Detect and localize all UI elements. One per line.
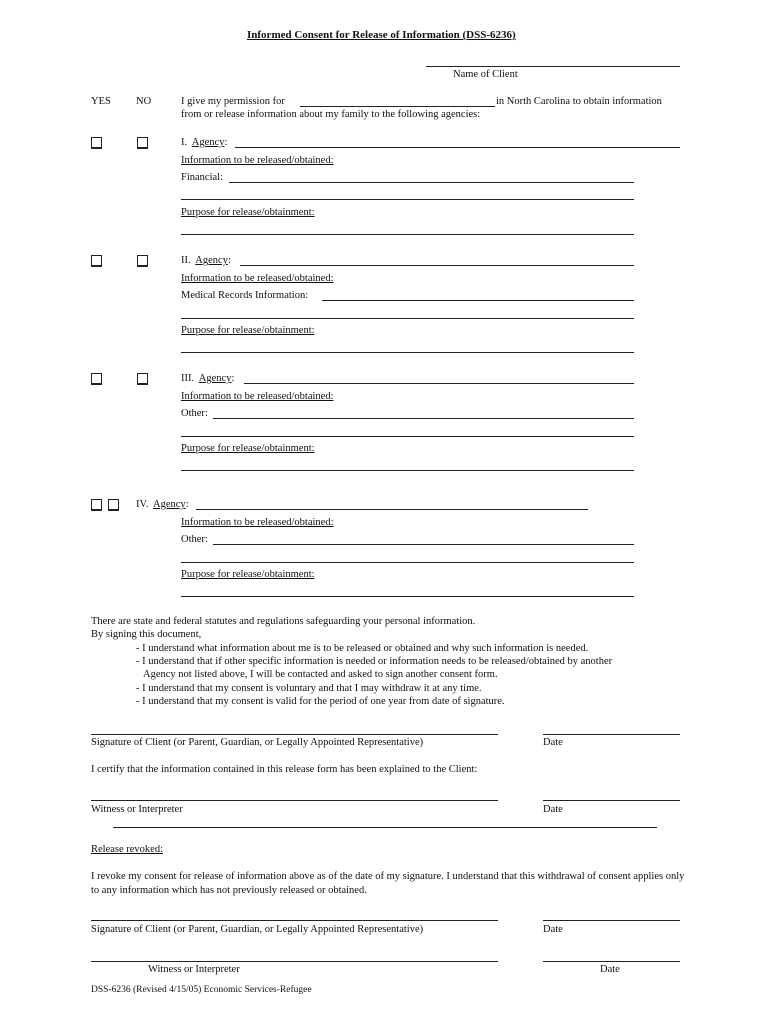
agency-1-detail-field-2[interactable]	[181, 199, 634, 200]
release-revoked-heading: Release revoked:	[91, 844, 164, 855]
agency-3-purpose-label: Purpose for release/obtainment:	[181, 443, 315, 454]
agency-1-name-field[interactable]	[235, 147, 680, 148]
agency-4-numeral: IV.	[136, 499, 149, 510]
witness-date-label: Date	[543, 804, 563, 815]
agency-1-detail-label: Financial:	[181, 172, 223, 183]
agency-2-heading: II. Agency:	[181, 255, 231, 266]
agency-3-name-field[interactable]	[244, 383, 634, 384]
agency-4-detail-label: Other:	[181, 534, 208, 545]
agency-1-numeral: I.	[181, 137, 188, 148]
statement-2: - I understand that if other specific information is needed or information needs to be released/obtained by another	[136, 656, 613, 667]
agency-4-info-label: Information to be released/obtained:	[181, 517, 334, 528]
section-divider	[113, 827, 657, 828]
form-footer-id: DSS-6236 (Revised 4/15/05) Economic Services-Refugee	[91, 985, 312, 995]
statement-4: - I understand that my consent is valid for the period of one year from date of signature.	[136, 696, 505, 707]
agency-2-label: Agency	[195, 255, 228, 266]
revocation-text: I revoke my consent for release of information above as of the date of my signature. I understand that this withdrawal of consent applies only to any information which has not previously released or obtained.	[91, 871, 685, 896]
agency-1-label: Agency	[191, 137, 225, 148]
witness-date-field[interactable]	[543, 800, 680, 801]
agency-4-name-field[interactable]	[196, 509, 588, 510]
yes-column-header: YES	[91, 96, 111, 107]
statutes-line-1: There are state and federal statutes and regulations safeguarding your personal information.	[91, 616, 476, 627]
client-signature-date-label: Date	[543, 737, 563, 748]
agency-2-yes-checkbox[interactable]	[91, 255, 102, 267]
revocation-client-signature-field[interactable]	[91, 920, 498, 921]
agency-3-heading: III. Agency:	[181, 373, 235, 384]
agency-3-detail-field-2[interactable]	[181, 436, 634, 437]
client-name-label: Name of Client	[453, 69, 518, 80]
statement-2-continued: Agency not listed above, I will be contacted and asked to sign another consent form.	[143, 669, 498, 680]
revocation-witness-date-field[interactable]	[543, 961, 680, 962]
agency-2-info-label: Information to be released/obtained:	[181, 273, 334, 284]
statement-1: - I understand what information about me is to be released or obtained and why such information is needed.	[136, 643, 589, 654]
agency-2-no-checkbox[interactable]	[137, 255, 148, 267]
client-signature-date-field[interactable]	[543, 734, 680, 735]
agency-2-purpose-label: Purpose for release/obtainment:	[181, 325, 315, 336]
agency-1-heading: I. Agency:	[181, 137, 228, 148]
agency-3-detail-label: Other:	[181, 408, 208, 419]
agency-2-purpose-field[interactable]	[181, 352, 634, 353]
certify-text: I certify that the information contained in this release form has been explained to the Client:	[91, 764, 478, 775]
agency-2-numeral: II.	[181, 255, 191, 266]
agency-3-numeral: III.	[181, 373, 195, 384]
witness-label: Witness or Interpreter	[91, 804, 183, 815]
agency-3-label: Agency	[198, 373, 232, 384]
agency-3-info-label: Information to be released/obtained:	[181, 391, 334, 402]
agency-3-no-checkbox[interactable]	[137, 373, 148, 385]
agency-4-label: Agency	[153, 499, 186, 510]
agency-3-yes-checkbox[interactable]	[91, 373, 102, 385]
agency-2-detail-field-2[interactable]	[181, 318, 634, 319]
no-column-header: NO	[136, 96, 152, 107]
agency-3-purpose-field[interactable]	[181, 470, 634, 471]
agency-1-purpose-field[interactable]	[181, 234, 634, 235]
witness-signature-field[interactable]	[91, 800, 498, 801]
permission-name-field[interactable]	[300, 106, 495, 107]
statutes-line-2: By signing this document,	[91, 629, 202, 640]
statement-3: - I understand that my consent is voluntary and that I may withdraw it at any time.	[136, 683, 482, 694]
revocation-witness-date-label: Date	[600, 964, 620, 975]
agency-4-yes-checkbox[interactable]	[91, 499, 102, 511]
agency-4-heading: IV. Agency:	[136, 499, 189, 510]
agency-4-purpose-label: Purpose for release/obtainment:	[181, 569, 315, 580]
revocation-client-date-field[interactable]	[543, 920, 680, 921]
agency-1-no-checkbox[interactable]	[137, 137, 148, 149]
revocation-witness-field[interactable]	[91, 961, 498, 962]
revocation-witness-label: Witness or Interpreter	[148, 964, 240, 975]
client-signature-field[interactable]	[91, 734, 498, 735]
agency-1-yes-checkbox[interactable]	[91, 137, 102, 149]
agency-2-name-field[interactable]	[240, 265, 634, 266]
agency-2-detail-field[interactable]	[322, 300, 634, 301]
agency-4-detail-field-2[interactable]	[181, 562, 634, 563]
client-name-field[interactable]	[426, 66, 680, 67]
client-signature-label: Signature of Client (or Parent, Guardian, or Legally Appointed Representative)	[91, 737, 424, 748]
revocation-client-date-label: Date	[543, 924, 563, 935]
permission-text-end: in North Carolina to obtain information	[496, 96, 662, 107]
agency-4-detail-field[interactable]	[213, 544, 634, 545]
agency-4-no-checkbox[interactable]	[108, 499, 119, 511]
form-title: Informed Consent for Release of Information (DSS-6236)	[247, 29, 516, 41]
revocation-client-signature-label: Signature of Client (or Parent, Guardian, or Legally Appointed Representative)	[91, 924, 424, 935]
agency-4-purpose-field[interactable]	[181, 596, 634, 597]
agency-3-detail-field[interactable]	[213, 418, 634, 419]
agency-1-detail-field[interactable]	[229, 182, 634, 183]
permission-text-line2: from or release information about my family to the following agencies:	[181, 109, 481, 120]
permission-text-start: I give my permission for	[181, 96, 285, 107]
agency-2-detail-label: Medical Records Information:	[181, 290, 309, 301]
agency-1-info-label: Information to be released/obtained:	[181, 155, 334, 166]
agency-1-purpose-label: Purpose for release/obtainment:	[181, 207, 315, 218]
